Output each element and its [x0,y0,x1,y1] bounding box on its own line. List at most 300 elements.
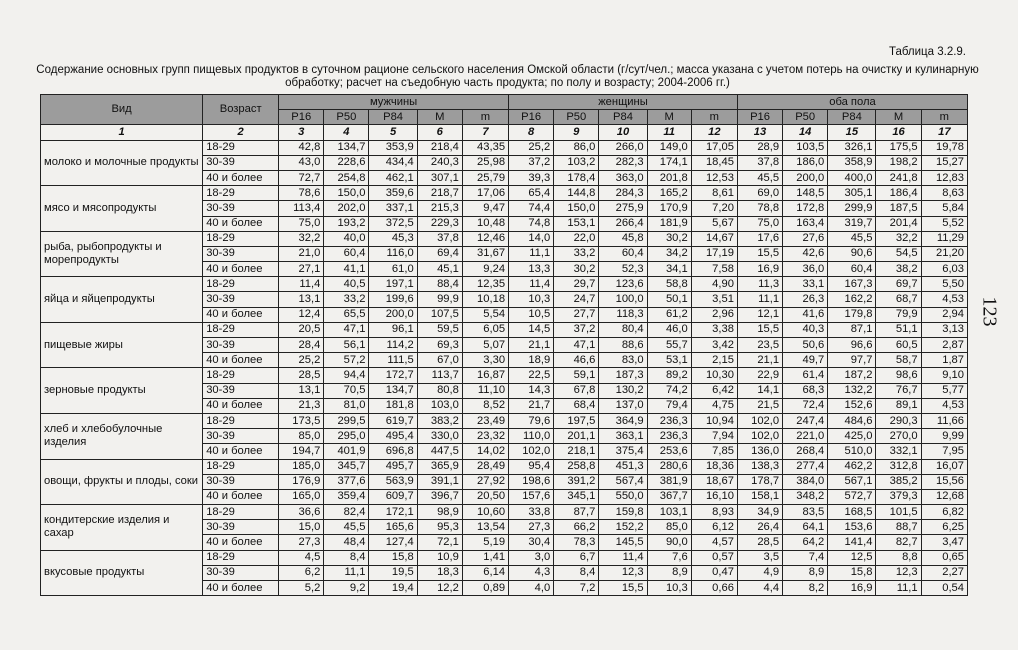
value-cell: 15,56 [921,474,967,489]
value-cell: 364,9 [599,413,647,428]
value-cell: 391,1 [417,474,462,489]
header-sub: P84 [828,110,876,125]
value-cell: 175,5 [876,140,921,155]
value-cell: 69,0 [737,186,782,201]
value-cell: 12,53 [691,170,737,185]
value-cell: 34,2 [647,246,691,261]
value-cell: 136,0 [737,444,782,459]
value-cell: 21,20 [921,246,967,261]
value-cell: 3,30 [462,353,508,368]
value-cell: 40,5 [324,277,369,292]
value-cell: 23,5 [737,338,782,353]
value-cell: 27,6 [783,231,828,246]
age-group: 30-39 [203,338,279,353]
value-cell: 215,3 [417,201,462,216]
value-cell: 75,0 [279,216,324,231]
value-cell: 87,1 [828,322,876,337]
value-cell: 365,9 [417,459,462,474]
value-cell: 186,4 [876,186,921,201]
nutrition-table [40,94,968,596]
value-cell: 385,2 [876,474,921,489]
value-cell: 10,60 [462,505,508,520]
value-cell: 88,6 [599,338,647,353]
value-cell: 17,06 [462,186,508,201]
value-cell: 39,3 [509,170,554,185]
value-cell: 6,14 [462,565,508,580]
age-group: 18-29 [203,459,279,474]
value-cell: 7,95 [921,444,967,459]
value-cell: 5,2 [279,581,324,596]
value-cell: 4,75 [691,398,737,413]
header-group-both: оба пола [737,95,967,110]
value-cell: 11,1 [324,565,369,580]
value-cell: 152,2 [599,520,647,535]
value-cell: 5,54 [462,307,508,322]
value-cell: 7,20 [691,201,737,216]
value-cell: 0,65 [921,550,967,565]
value-cell: 53,1 [647,353,691,368]
value-cell: 127,4 [369,535,417,550]
value-cell: 12,68 [921,489,967,504]
value-cell: 114,2 [369,338,417,353]
value-cell: 326,1 [828,140,876,155]
value-cell: 8,61 [691,186,737,201]
value-cell: 33,2 [324,292,369,307]
value-cell: 11,4 [279,277,324,292]
header-sub: m [462,110,508,125]
value-cell: 7,6 [647,550,691,565]
value-cell: 27,1 [279,262,324,277]
value-cell: 25,79 [462,170,508,185]
value-cell: 100,0 [599,292,647,307]
value-cell: 19,5 [369,565,417,580]
value-cell: 391,2 [554,474,599,489]
column-number: 3 [279,125,324,140]
value-cell: 28,9 [737,140,782,155]
value-cell: 307,1 [417,170,462,185]
value-cell: 228,6 [324,155,369,170]
value-cell: 27,3 [279,535,324,550]
value-cell: 15,0 [279,520,324,535]
value-cell: 76,7 [876,383,921,398]
value-cell: 165,6 [369,520,417,535]
value-cell: 69,4 [417,246,462,261]
value-cell: 50,1 [647,292,691,307]
header-age: Возраст [203,95,279,125]
value-cell: 7,58 [691,262,737,277]
value-cell: 187,3 [599,368,647,383]
age-group: 30-39 [203,474,279,489]
value-cell: 348,2 [783,489,828,504]
value-cell: 563,9 [369,474,417,489]
value-cell: 28,5 [737,535,782,550]
value-cell: 275,9 [599,201,647,216]
value-cell: 102,0 [737,429,782,444]
value-cell: 95,4 [509,459,554,474]
value-cell: 17,19 [691,246,737,261]
value-cell: 377,6 [324,474,369,489]
age-group: 40 и более [203,170,279,185]
value-cell: 158,1 [737,489,782,504]
table-caption: Содержание основных групп пищевых продуктов в суточном рационе сельского населения Омской области (г/сут/чел.; масса указана с учетом потерь на очистку и кулинарную обработку; расчет на съедобную часть продукта; по полу и возрасту; 2004-2006 гг.) [36,64,979,89]
age-group: 40 и более [203,581,279,596]
age-group: 18-29 [203,550,279,565]
value-cell: 51,1 [876,322,921,337]
column-number: 7 [462,125,508,140]
value-cell: 85,0 [279,429,324,444]
value-cell: 0,66 [691,581,737,596]
header-sub: M [647,110,691,125]
value-cell: 153,6 [828,520,876,535]
value-cell: 163,4 [783,216,828,231]
header-sub: M [417,110,462,125]
value-cell: 247,4 [783,413,828,428]
value-cell: 96,1 [369,322,417,337]
value-cell: 123,6 [599,277,647,292]
value-cell: 7,4 [783,550,828,565]
value-cell: 110,0 [509,429,554,444]
age-group: 40 и более [203,444,279,459]
value-cell: 12,46 [462,231,508,246]
header-group-women: женщины [509,95,738,110]
value-cell: 510,0 [828,444,876,459]
value-cell: 14,1 [737,383,782,398]
value-cell: 15,8 [369,550,417,565]
value-cell: 173,5 [279,413,324,428]
column-number: 15 [828,125,876,140]
value-cell: 13,1 [279,292,324,307]
header-sub: P16 [737,110,782,125]
value-cell: 150,0 [554,201,599,216]
age-group: 18-29 [203,140,279,155]
value-cell: 280,6 [647,459,691,474]
value-cell: 1,41 [462,550,508,565]
value-cell: 359,4 [324,489,369,504]
value-cell: 5,19 [462,535,508,550]
value-cell: 75,0 [737,216,782,231]
value-cell: 134,7 [369,383,417,398]
value-cell: 45,5 [828,231,876,246]
value-cell: 379,3 [876,489,921,504]
value-cell: 200,0 [783,170,828,185]
value-cell: 11,29 [921,231,967,246]
value-cell: 14,5 [509,322,554,337]
value-cell: 130,2 [599,383,647,398]
age-group: 40 и более [203,262,279,277]
value-cell: 9,99 [921,429,967,444]
value-cell: 12,5 [828,550,876,565]
value-cell: 98,9 [417,505,462,520]
value-cell: 25,2 [279,353,324,368]
age-group: 40 и более [203,398,279,413]
value-cell: 29,7 [554,277,599,292]
value-cell: 330,0 [417,429,462,444]
table-row [41,505,968,520]
value-cell: 74,4 [509,201,554,216]
value-cell: 152,6 [828,398,876,413]
value-cell: 67,8 [554,383,599,398]
age-group: 18-29 [203,186,279,201]
value-cell: 284,3 [599,186,647,201]
value-cell: 103,0 [417,398,462,413]
value-cell: 88,7 [876,520,921,535]
value-cell: 199,6 [369,292,417,307]
value-cell: 619,7 [369,413,417,428]
column-number: 5 [369,125,417,140]
value-cell: 236,3 [647,429,691,444]
value-cell: 170,9 [647,201,691,216]
value-cell: 138,3 [737,459,782,474]
value-cell: 11,1 [737,292,782,307]
value-cell: 19,4 [369,581,417,596]
value-cell: 266,0 [599,140,647,155]
value-cell: 16,07 [921,459,967,474]
value-cell: 181,8 [369,398,417,413]
value-cell: 7,85 [691,444,737,459]
value-cell: 30,2 [554,262,599,277]
value-cell: 186,0 [783,155,828,170]
value-cell: 9,24 [462,262,508,277]
value-cell: 83,5 [783,505,828,520]
value-cell: 102,0 [509,444,554,459]
value-cell: 113,4 [279,201,324,216]
value-cell: 26,3 [783,292,828,307]
value-cell: 25,2 [509,140,554,155]
header-sub: M [876,110,921,125]
value-cell: 6,12 [691,520,737,535]
value-cell: 34,1 [647,262,691,277]
value-cell: 23,32 [462,429,508,444]
table-row [41,550,968,565]
value-cell: 67,0 [417,353,462,368]
value-cell: 15,27 [921,155,967,170]
age-group: 18-29 [203,505,279,520]
value-cell: 0,89 [462,581,508,596]
value-cell: 178,7 [737,474,782,489]
age-group: 30-39 [203,520,279,535]
value-cell: 358,9 [828,155,876,170]
column-number: 17 [921,125,967,140]
value-cell: 451,3 [599,459,647,474]
value-cell: 21,7 [509,398,554,413]
value-cell: 21,1 [737,353,782,368]
value-cell: 50,6 [783,338,828,353]
value-cell: 345,7 [324,459,369,474]
value-cell: 89,2 [647,368,691,383]
value-cell: 18,36 [691,459,737,474]
value-cell: 82,4 [324,505,369,520]
value-cell: 15,5 [599,581,647,596]
value-cell: 3,42 [691,338,737,353]
value-cell: 10,5 [509,307,554,322]
value-cell: 176,9 [279,474,324,489]
header-sub: P16 [279,110,324,125]
value-cell: 178,4 [554,170,599,185]
value-cell: 141,4 [828,535,876,550]
value-cell: 27,92 [462,474,508,489]
value-cell: 270,0 [876,429,921,444]
value-cell: 145,5 [599,535,647,550]
value-cell: 381,9 [647,474,691,489]
value-cell: 0,57 [691,550,737,565]
value-cell: 240,3 [417,155,462,170]
value-cell: 13,54 [462,520,508,535]
value-cell: 103,2 [554,155,599,170]
value-cell: 172,8 [783,201,828,216]
value-cell: 6,42 [691,383,737,398]
age-group: 30-39 [203,292,279,307]
value-cell: 14,02 [462,444,508,459]
value-cell: 94,4 [324,368,369,383]
age-group: 30-39 [203,155,279,170]
value-cell: 16,9 [828,581,876,596]
value-cell: 295,0 [324,429,369,444]
value-cell: 12,3 [876,565,921,580]
value-cell: 30,2 [647,231,691,246]
value-cell: 40,0 [324,231,369,246]
column-number: 6 [417,125,462,140]
value-cell: 696,8 [369,444,417,459]
value-cell: 72,1 [417,535,462,550]
value-cell: 45,5 [324,520,369,535]
value-cell: 495,7 [369,459,417,474]
table-row [41,231,968,246]
value-cell: 22,0 [554,231,599,246]
value-cell: 5,52 [921,216,967,231]
value-cell: 68,7 [876,292,921,307]
age-group: 40 и более [203,489,279,504]
value-cell: 88,4 [417,277,462,292]
value-cell: 12,3 [599,565,647,580]
value-cell: 11,1 [876,581,921,596]
header-sub: m [691,110,737,125]
value-cell: 86,0 [554,140,599,155]
value-cell: 16,9 [737,262,782,277]
value-cell: 11,1 [509,246,554,261]
value-cell: 96,6 [828,338,876,353]
value-cell: 165,0 [279,489,324,504]
value-cell: 47,1 [554,338,599,353]
value-cell: 132,2 [828,383,876,398]
age-group: 30-39 [203,201,279,216]
value-cell: 375,4 [599,444,647,459]
value-cell: 319,7 [828,216,876,231]
value-cell: 20,50 [462,489,508,504]
value-cell: 149,0 [647,140,691,155]
age-group: 18-29 [203,277,279,292]
value-cell: 8,52 [462,398,508,413]
value-cell: 18,67 [691,474,737,489]
value-cell: 4,3 [509,565,554,580]
value-cell: 7,94 [691,429,737,444]
value-cell: 60,5 [876,338,921,353]
age-group: 30-39 [203,565,279,580]
value-cell: 64,1 [783,520,828,535]
value-cell: 282,3 [599,155,647,170]
value-cell: 337,1 [369,201,417,216]
value-cell: 268,4 [783,444,828,459]
value-cell: 425,0 [828,429,876,444]
header-sub: P50 [783,110,828,125]
value-cell: 40,3 [783,322,828,337]
value-cell: 134,7 [324,140,369,155]
column-number: 13 [737,125,782,140]
value-cell: 13,3 [509,262,554,277]
column-number-row [41,125,968,140]
value-cell: 201,4 [876,216,921,231]
product-name: яйца и яйцепродукты [41,277,203,323]
value-cell: 401,9 [324,444,369,459]
value-cell: 9,2 [324,581,369,596]
value-cell: 15,5 [737,322,782,337]
value-cell: 11,4 [599,550,647,565]
value-cell: 99,9 [417,292,462,307]
value-cell: 27,7 [554,307,599,322]
value-cell: 37,2 [509,155,554,170]
value-cell: 65,5 [324,307,369,322]
product-name: пищевые жиры [41,322,203,368]
value-cell: 34,9 [737,505,782,520]
value-cell: 332,1 [876,444,921,459]
value-cell: 3,51 [691,292,737,307]
value-cell: 12,83 [921,170,967,185]
header-sub: P84 [369,110,417,125]
value-cell: 59,5 [417,322,462,337]
value-cell: 79,9 [876,307,921,322]
value-cell: 66,2 [554,520,599,535]
value-cell: 6,82 [921,505,967,520]
value-cell: 24,7 [554,292,599,307]
product-name: хлеб и хлебобулочные изделия [41,413,203,459]
value-cell: 9,47 [462,201,508,216]
value-cell: 18,45 [691,155,737,170]
value-cell: 5,84 [921,201,967,216]
value-cell: 47,1 [324,322,369,337]
value-cell: 159,8 [599,505,647,520]
value-cell: 16,87 [462,368,508,383]
value-cell: 37,8 [417,231,462,246]
value-cell: 111,5 [369,353,417,368]
value-cell: 61,2 [647,307,691,322]
value-cell: 70,5 [324,383,369,398]
value-cell: 162,2 [828,292,876,307]
value-cell: 68,3 [783,383,828,398]
value-cell: 201,8 [647,170,691,185]
value-cell: 48,4 [324,535,369,550]
value-cell: 5,50 [921,277,967,292]
value-cell: 79,4 [647,398,691,413]
value-cell: 36,0 [783,262,828,277]
value-cell: 12,1 [737,307,782,322]
value-cell: 10,3 [509,292,554,307]
value-cell: 12,35 [462,277,508,292]
age-group: 18-29 [203,368,279,383]
value-cell: 33,8 [509,505,554,520]
value-cell: 144,8 [554,186,599,201]
product-name: молоко и молочные продукты [41,140,203,186]
value-cell: 8,4 [554,565,599,580]
value-cell: 37,2 [554,322,599,337]
value-cell: 89,1 [876,398,921,413]
value-cell: 312,8 [876,459,921,474]
value-cell: 345,1 [554,489,599,504]
value-cell: 90,6 [828,246,876,261]
value-cell: 13,1 [279,383,324,398]
value-cell: 3,38 [691,322,737,337]
value-cell: 38,2 [876,262,921,277]
value-cell: 61,0 [369,262,417,277]
value-cell: 31,67 [462,246,508,261]
